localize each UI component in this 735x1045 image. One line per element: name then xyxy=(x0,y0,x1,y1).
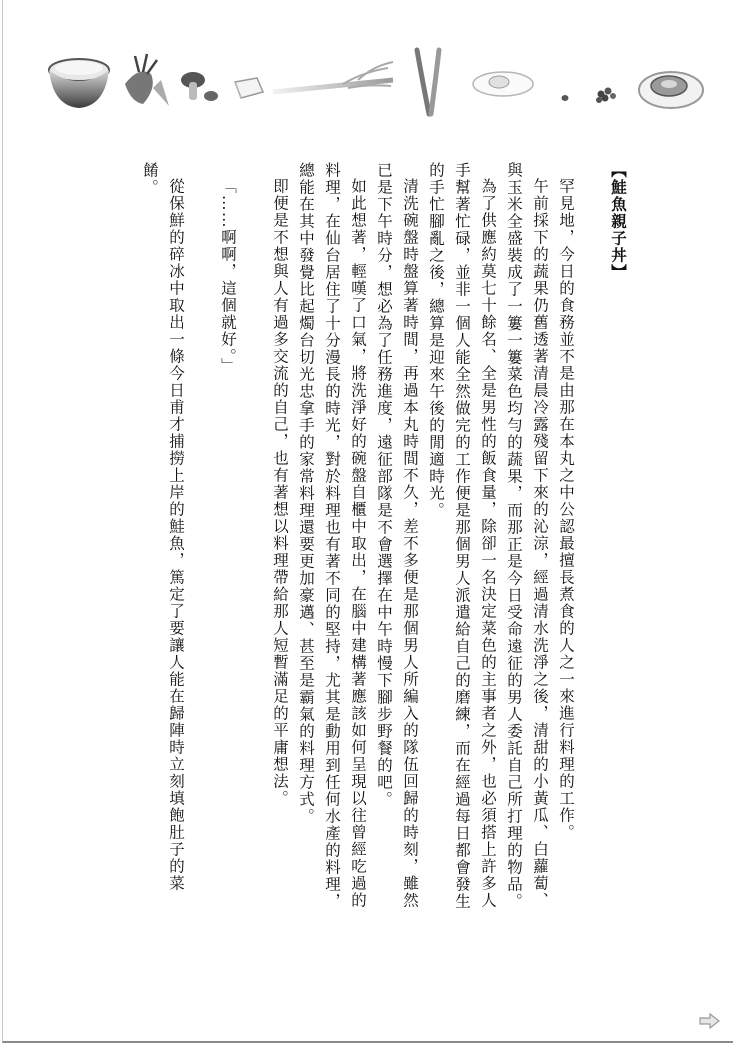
article-title: 【鮭魚親子丼】 xyxy=(609,162,627,281)
vertical-text-body xyxy=(137,162,631,922)
dialogue-line: 「……啊啊，這個就好。」 xyxy=(219,177,237,374)
document-page xyxy=(2,0,733,1043)
bowl-icon xyxy=(49,59,109,108)
egg-icon xyxy=(473,72,533,96)
tofu-icon xyxy=(235,78,263,98)
paragraph: 從保鮮的碎冰中取出一條今日甫才捕撈上岸的鮭魚，篤定了要讓人能在歸陣時立刻填飽肚子的菜餚。 xyxy=(141,162,185,892)
vegetables-icon xyxy=(125,54,169,106)
green-onion-icon xyxy=(417,50,439,114)
paragraph: 清洗碗盤時盤算著時間，再過本丸時間不久，差不多便是那個男人所編入的隊伍回歸的時刻，雖然已是下午時分，想必為了任務進度，遠征部隊是不會選擇在中午時慢下腳步野餐的吧。 xyxy=(375,162,419,909)
blank-line xyxy=(241,162,267,922)
paragraph: 如此想著，輕嘆了口氣，將洗淨好的碗盤自櫃中取出，在腦中建構著應該如何呈現以往曾經吃過的料理，在仙台居住了十分漫長的時光，對於料理也有著不同的堅持，尤其是動用到任何水產的料理，總能在其中發覺比起燭台切光忠拿手的家常料理還要更加豪邁、甚至是霸氣的料理方式。 xyxy=(297,162,367,910)
paragraph: 即便是不想與人有過多交流的自己，也有著想以料理帶給那人短暫滿足的平庸想法。 xyxy=(271,177,289,807)
blank-line xyxy=(189,162,215,922)
meat-plate-icon xyxy=(639,72,703,108)
paragraph: 為了供應約莫七十餘名、全是男性的飯食量，除卻一名決定菜色的主事者之外，也必須搭上許多人手幫著忙碌，並非一個人能全然做完的工作便是那個男人派遣給自己的磨練，而在經過每日都會發生的手忙腳亂之後，總算是迎來午後的閒適時光。 xyxy=(427,162,497,910)
bean-icon xyxy=(562,95,569,101)
next-page-arrow-icon[interactable] xyxy=(699,1013,721,1029)
food-illustration-banner xyxy=(43,44,713,118)
mushroom-icon xyxy=(181,72,218,101)
wheat-icon xyxy=(273,62,393,92)
grapes-icon xyxy=(596,88,616,104)
paragraph: 午前採下的蔬果仍舊透著清晨冷露殘留下來的沁涼，經過清水洗淨之後，清甜的小黃瓜、白蘿蔔、與玉米全盛裝成了一簍一簍菜色均勻的蔬果，而那正是今日受命遠征的男人委託自己所打理的物品。 xyxy=(505,162,549,910)
paragraph: 罕見地，今日的食務並不是由那在本丸之中公認最擅長煮食的人之一來進行料理的工作。 xyxy=(557,177,575,841)
